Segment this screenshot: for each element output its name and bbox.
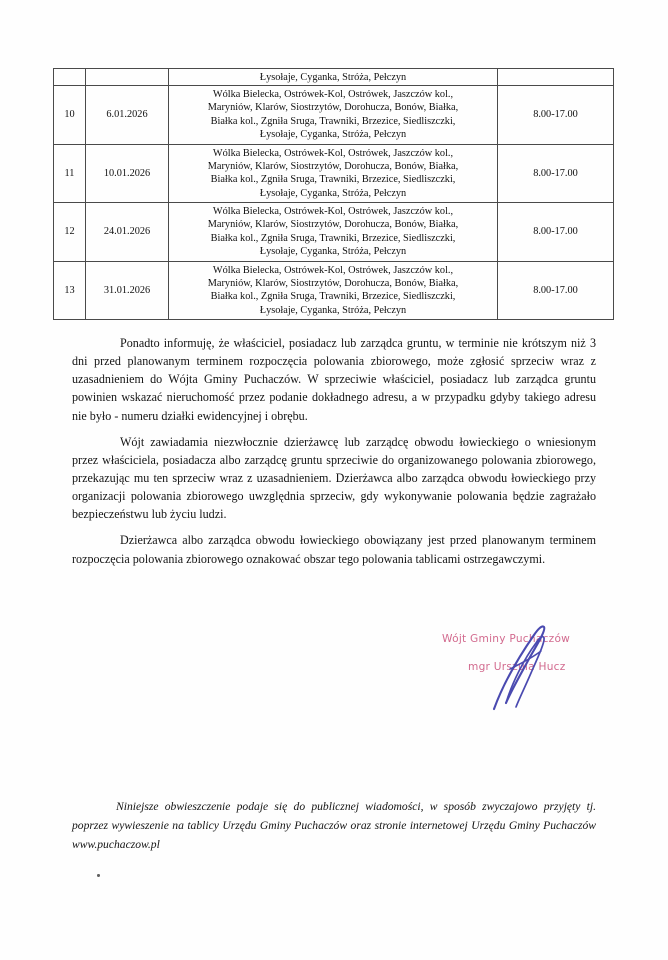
places-line: Wólka Bielecka, Ostrówek-Kol, Ostrówek, Jaszczów kol., bbox=[212, 147, 454, 159]
cell-no: 12 bbox=[54, 203, 86, 262]
cell-places bbox=[169, 261, 498, 320]
places-line: Białka kol., Zgniła Sruga, Trawniki, Brzezice, Siedliszczki, bbox=[210, 174, 456, 186]
table-row bbox=[54, 261, 614, 320]
scan-artifact-speck bbox=[97, 874, 100, 877]
cell-date-continuation bbox=[86, 69, 169, 86]
table-row bbox=[54, 203, 614, 262]
publication-note-text: Niniejsze obwieszczenie podaje się do publicznej wiadomości, w sposób zwyczajowo przyjęty tj. poprzez wywieszenie na tablicy Urzędu Gminy Puchaczów oraz stronie internetowej Urzędu Gminy Puchaczów www.puchaczow.pl bbox=[72, 800, 596, 851]
places-line: Maryniów, Klarów, Siostrzytów, Dorohucza, Bonów, Białka, bbox=[207, 160, 459, 172]
cell-no: 13 bbox=[54, 261, 86, 320]
cell-places-continuation: Łysołaje, Cyganka, Stróża, Pełczyn bbox=[169, 69, 498, 86]
body-paragraph-3: Dzierżawca albo zarządca obwodu łowieckiego obowiązany jest przed planowanym terminem rozpoczęcia polowania zbiorowego oznakować obszar tego polowania tablicami ostrzegawczymi. bbox=[72, 533, 596, 566]
cell-hours: 8.00-17.00 bbox=[498, 144, 614, 203]
table-row bbox=[54, 144, 614, 203]
cell-places bbox=[169, 203, 498, 262]
schedule-table-body bbox=[54, 69, 614, 320]
cell-date: 24.01.2026 bbox=[86, 203, 169, 262]
signature-name: mgr Urszula Hucz bbox=[468, 661, 566, 673]
places-line: Białka kol., Zgniła Sruga, Trawniki, Brzezice, Siedliszczki, bbox=[210, 291, 456, 303]
table-row-continuation bbox=[54, 69, 614, 86]
cell-date: 10.01.2026 bbox=[86, 144, 169, 203]
body-paragraph-2: Wójt zawiadamia niezwłocznie dzierżawcę lub zarządcę obwodu łowieckiego o wniesionym przez właściciela, posiadacza albo zarządcę gruntu sprzeciwie do organizowanego polowania zbiorowego, przekazując mu ten sprzeciw wraz z uzasadnieniem. Dzierżawca albo zarządca obwodu łowieckiego przy organizacji polowania zbiorowego uwzględnia sprzeciw, gdy wykonywanie polowania będzie zagrażało bezpieczeństwu lub życiu ludzi. bbox=[72, 434, 596, 522]
places-line: Wólka Bielecka, Ostrówek-Kol, Ostrówek, Jaszczów kol., bbox=[212, 264, 454, 276]
cell-date: 6.01.2026 bbox=[86, 86, 169, 145]
cell-date: 31.01.2026 bbox=[86, 261, 169, 320]
signature-block bbox=[440, 625, 620, 715]
cell-no: 10 bbox=[54, 86, 86, 145]
places-line: Białka kol., Zgniła Sruga, Trawniki, Brzezice, Siedliszczki, bbox=[210, 232, 456, 244]
body-paragraph-1: Ponadto informuję, że właściciel, posiadacz lub zarządca gruntu, w terminie nie krótszym niż 3 dni przed planowanym terminem rozpoczęcia polowania zbiorowego, może zgłosić sprzeciw wraz z uzasadnieniem do Wójta Gminy Puchaczów. W sprzeciwie właściciel, posiadacz lub zarządca gruntu powinien wskazać nieruchomość przez podanie dokładnego adresu, a w przypadku gdyby takiego adresu nie było - numeru działki ewidencyjnej i obrębu. bbox=[72, 336, 596, 423]
cell-no: 11 bbox=[54, 144, 86, 203]
places-line: Białka kol., Zgniła Sruga, Trawniki, Brzezice, Siedliszczki, bbox=[210, 115, 456, 127]
places-line: Łysołaje, Cyganka, Stróża, Pełczyn bbox=[259, 304, 407, 316]
cell-places bbox=[169, 86, 498, 145]
places-line: Wólka Bielecka, Ostrówek-Kol, Ostrówek, Jaszczów kol., bbox=[212, 89, 454, 100]
places-line: Łysołaje, Cyganka, Stróża, Pełczyn bbox=[259, 129, 407, 141]
places-line: Łysołaje, Cyganka, Stróża, Pełczyn bbox=[259, 246, 407, 258]
places-line: Maryniów, Klarów, Siostrzytów, Dorohucza, Bonów, Białka, bbox=[207, 102, 459, 114]
publication-note bbox=[72, 798, 596, 854]
cell-hours: 8.00-17.00 bbox=[498, 203, 614, 262]
signature-title: Wójt Gminy Puchaczów bbox=[442, 633, 571, 645]
hunting-schedule-table bbox=[53, 68, 614, 320]
places-line: Wólka Bielecka, Ostrówek-Kol, Ostrówek, Jaszczów kol., bbox=[212, 206, 454, 217]
cell-no-continuation bbox=[54, 69, 86, 86]
cell-hours-continuation bbox=[498, 69, 614, 86]
places-line: Maryniów, Klarów, Siostrzytów, Dorohucza, Bonów, Białka, bbox=[207, 277, 459, 289]
document-body bbox=[72, 334, 596, 568]
cell-hours: 8.00-17.00 bbox=[498, 86, 614, 145]
table-row bbox=[54, 86, 614, 145]
cell-places bbox=[169, 144, 498, 203]
cell-hours: 8.00-17.00 bbox=[498, 261, 614, 320]
places-line: Maryniów, Klarów, Siostrzytów, Dorohucza, Bonów, Białka, bbox=[207, 219, 459, 231]
places-line: Łysołaje, Cyganka, Stróża, Pełczyn bbox=[259, 187, 407, 199]
